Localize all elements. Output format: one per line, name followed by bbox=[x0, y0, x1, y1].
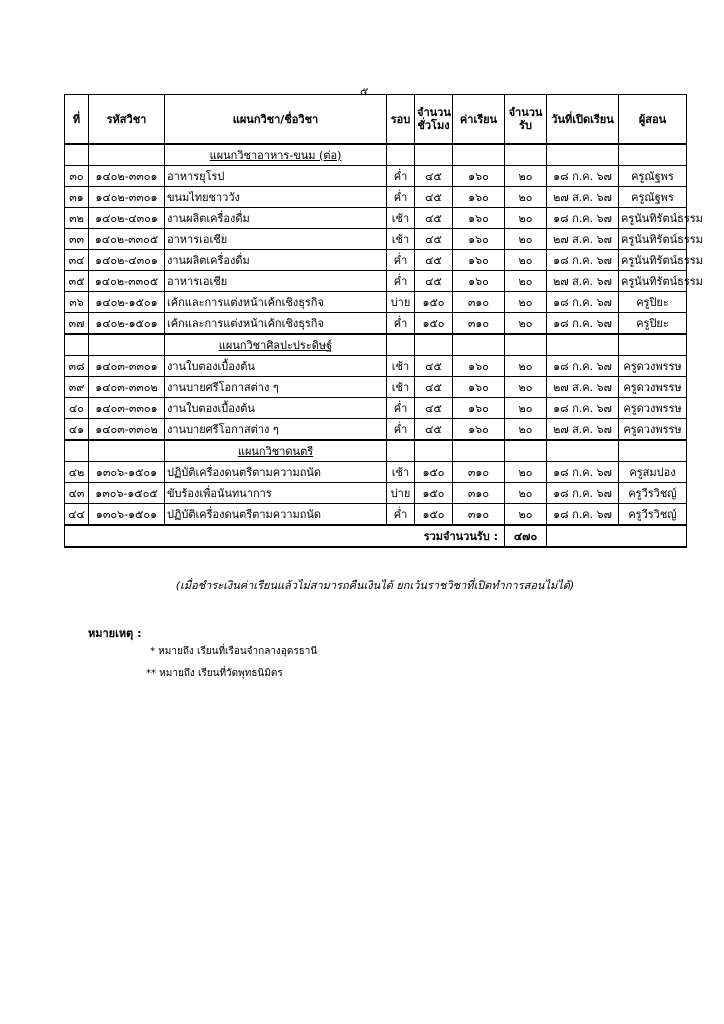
empty-cell bbox=[547, 440, 619, 462]
capacity: ๒๐ bbox=[505, 356, 547, 377]
start-date: ๑๘ ก.ค. ๖๗ bbox=[547, 292, 619, 313]
hours: ๔๕ bbox=[415, 398, 453, 419]
course-code: ๑๔๐๓-๓๓๐๑ bbox=[89, 356, 165, 377]
course-code: ๑๔๐๒-๓๓๐๑ bbox=[89, 166, 165, 187]
fee: ๑๖๐ bbox=[453, 208, 505, 229]
group-title-row bbox=[65, 334, 687, 356]
instructor: ครูนันทิรัตน์ธรรม bbox=[619, 250, 687, 271]
group-title-row bbox=[65, 144, 687, 166]
group-title: แผนกวิชาดนตรี bbox=[165, 440, 387, 462]
hours: ๔๕ bbox=[415, 271, 453, 292]
table-row bbox=[65, 462, 687, 483]
table-row bbox=[65, 313, 687, 335]
total-row bbox=[65, 525, 687, 547]
empty-cell bbox=[415, 440, 453, 462]
hours: ๔๕ bbox=[415, 166, 453, 187]
row-no: ๓๖ bbox=[65, 292, 89, 313]
course-name: งานผลิตเครื่องดื่ม bbox=[165, 250, 387, 271]
start-date: ๑๘ ก.ค. ๖๗ bbox=[547, 398, 619, 419]
instructor: ครูดวงพรรษ bbox=[619, 356, 687, 377]
instructor: ครูดวงพรรษ bbox=[619, 377, 687, 398]
hours: ๔๕ bbox=[415, 229, 453, 250]
course-code: ๑๓๐๖-๑๕๐๑ bbox=[89, 504, 165, 526]
empty-cell bbox=[619, 440, 687, 462]
table-row bbox=[65, 187, 687, 208]
row-no: ๔๐ bbox=[65, 398, 89, 419]
hours: ๑๕๐ bbox=[415, 292, 453, 313]
row-no: ๓๘ bbox=[65, 356, 89, 377]
session: ค่ำ bbox=[387, 504, 415, 526]
header-fee: ค่าเรียน bbox=[453, 95, 505, 145]
capacity: ๒๐ bbox=[505, 504, 547, 526]
session: เช้า bbox=[387, 356, 415, 377]
empty-cell bbox=[387, 144, 415, 166]
remark-note: ** หมายถึง เรียนที่วัดพุทธนิมิตร bbox=[146, 668, 283, 679]
table-row bbox=[65, 419, 687, 441]
session: เช้า bbox=[387, 462, 415, 483]
course-code: ๑๔๐๓-๓๓๐๒ bbox=[89, 377, 165, 398]
total-label: รวมจำนวนรับ : bbox=[65, 525, 505, 547]
course-name: งานใบตองเบื้องต้น bbox=[165, 398, 387, 419]
fee: ๑๖๐ bbox=[453, 229, 505, 250]
fee: ๓๑๐ bbox=[453, 313, 505, 335]
instructor: ครูดวงพรรษ bbox=[619, 419, 687, 441]
row-no: ๓๐ bbox=[65, 166, 89, 187]
hours: ๑๕๐ bbox=[415, 313, 453, 335]
capacity: ๒๐ bbox=[505, 313, 547, 335]
empty-cell bbox=[387, 334, 415, 356]
fee: ๑๖๐ bbox=[453, 419, 505, 441]
course-code: ๑๔๐๓-๓๓๐๑ bbox=[89, 398, 165, 419]
group-title-row bbox=[65, 440, 687, 462]
capacity: ๒๐ bbox=[505, 271, 547, 292]
row-no: ๓๔ bbox=[65, 250, 89, 271]
course-code: ๑๓๐๖-๑๕๐๕ bbox=[89, 483, 165, 504]
fee: ๑๖๐ bbox=[453, 250, 505, 271]
course-code: ๑๔๐๒-๓๓๐๑ bbox=[89, 187, 165, 208]
empty-cell bbox=[505, 334, 547, 356]
table-row bbox=[65, 398, 687, 419]
empty-cell bbox=[453, 144, 505, 166]
instructor: ครูดวงพรรษ bbox=[619, 398, 687, 419]
header-instructor: ผู้สอน bbox=[619, 95, 687, 145]
start-date: ๒๗ ส.ค. ๖๗ bbox=[547, 377, 619, 398]
fee: ๑๖๐ bbox=[453, 271, 505, 292]
course-name: อาหารเอเชีย bbox=[165, 229, 387, 250]
fee: ๓๑๐ bbox=[453, 483, 505, 504]
empty-cell bbox=[89, 144, 165, 166]
capacity: ๒๐ bbox=[505, 208, 547, 229]
row-no: ๓๙ bbox=[65, 377, 89, 398]
capacity: ๒๐ bbox=[505, 250, 547, 271]
total-blank bbox=[547, 525, 687, 547]
fee: ๑๖๐ bbox=[453, 166, 505, 187]
start-date: ๑๘ ก.ค. ๖๗ bbox=[547, 462, 619, 483]
row-no: ๓๕ bbox=[65, 271, 89, 292]
empty-cell bbox=[65, 334, 89, 356]
start-date: ๒๗ ส.ค. ๖๗ bbox=[547, 229, 619, 250]
fee: ๑๖๐ bbox=[453, 356, 505, 377]
remark-note: * หมายถึง เรียนที่เรือนจำกลางอุดรธานี bbox=[150, 646, 318, 657]
empty-cell bbox=[415, 144, 453, 166]
fee: ๑๖๐ bbox=[453, 377, 505, 398]
course-code: ๑๓๐๖-๑๕๐๑ bbox=[89, 462, 165, 483]
capacity: ๒๐ bbox=[505, 462, 547, 483]
course-name: งานบายศรีโอกาสต่าง ๆ bbox=[165, 377, 387, 398]
hours: ๑๕๐ bbox=[415, 462, 453, 483]
capacity: ๒๐ bbox=[505, 483, 547, 504]
hours: ๔๕ bbox=[415, 377, 453, 398]
session: ค่ำ bbox=[387, 166, 415, 187]
instructor: ครูปิยะ bbox=[619, 292, 687, 313]
hours: ๔๕ bbox=[415, 187, 453, 208]
header-row bbox=[65, 95, 687, 145]
fee: ๓๑๐ bbox=[453, 504, 505, 526]
empty-cell bbox=[547, 144, 619, 166]
capacity: ๒๐ bbox=[505, 187, 547, 208]
empty-cell bbox=[415, 334, 453, 356]
course-code: ๑๔๐๒-๔๓๐๑ bbox=[89, 208, 165, 229]
total-value: ๔๗๐ bbox=[505, 525, 547, 547]
row-no: ๓๓ bbox=[65, 229, 89, 250]
empty-cell bbox=[453, 440, 505, 462]
header-start-date: วันที่เปิดเรียน bbox=[547, 95, 619, 145]
session: ค่ำ bbox=[387, 419, 415, 441]
empty-cell bbox=[89, 440, 165, 462]
course-name: ปฏิบัติเครื่องดนตรีตามความถนัด bbox=[165, 504, 387, 526]
fee: ๑๖๐ bbox=[453, 398, 505, 419]
course-name: เค้กและการแต่งหน้าเค้กเชิงธุรกิจ bbox=[165, 313, 387, 335]
table-row bbox=[65, 377, 687, 398]
header-session: รอบ bbox=[387, 95, 415, 145]
start-date: ๑๘ ก.ค. ๖๗ bbox=[547, 208, 619, 229]
session: เช้า bbox=[387, 229, 415, 250]
course-code: ๑๔๐๒-๑๕๐๑ bbox=[89, 313, 165, 335]
capacity: ๒๐ bbox=[505, 398, 547, 419]
session: เช้า bbox=[387, 377, 415, 398]
start-date: ๒๗ ส.ค. ๖๗ bbox=[547, 419, 619, 441]
row-no: ๓๑ bbox=[65, 187, 89, 208]
row-no: ๔๔ bbox=[65, 504, 89, 526]
empty-cell bbox=[547, 334, 619, 356]
start-date: ๑๘ ก.ค. ๖๗ bbox=[547, 313, 619, 335]
page-number: ๕ bbox=[360, 85, 369, 98]
empty-cell bbox=[89, 334, 165, 356]
session: ค่ำ bbox=[387, 398, 415, 419]
instructor: ครูณัฐพร bbox=[619, 187, 687, 208]
empty-cell bbox=[65, 144, 89, 166]
capacity: ๒๐ bbox=[505, 166, 547, 187]
empty-cell bbox=[505, 440, 547, 462]
table-row bbox=[65, 229, 687, 250]
refund-footnote: (เมื่อชำระเงินค่าเรียนแล้วไม่สามารถคืนเงินได้ ยกเว้นราชวิชาที่เปิดทำการสอนไม่ได้) bbox=[175, 579, 575, 592]
table-row bbox=[65, 208, 687, 229]
group-title: แผนกวิชาศิลปะประดิษฐ์ bbox=[165, 334, 387, 356]
capacity: ๒๐ bbox=[505, 292, 547, 313]
empty-cell bbox=[619, 334, 687, 356]
start-date: ๒๗ ส.ค. ๖๗ bbox=[547, 271, 619, 292]
course-schedule-table bbox=[64, 94, 703, 548]
capacity: ๒๐ bbox=[505, 419, 547, 441]
header-name: แผนกวิชา/ชื่อวิชา bbox=[165, 95, 387, 145]
course-name: ขับร้องเพื่อนันทนาการ bbox=[165, 483, 387, 504]
course-code: ๑๔๐๒-๓๓๐๕ bbox=[89, 271, 165, 292]
course-name: เค้กและการแต่งหน้าเค้กเชิงธุรกิจ bbox=[165, 292, 387, 313]
header-code: รหัสวิชา bbox=[89, 95, 165, 145]
start-date: ๒๗ ส.ค. ๖๗ bbox=[547, 187, 619, 208]
hours: ๔๕ bbox=[415, 208, 453, 229]
start-date: ๑๘ ก.ค. ๖๗ bbox=[547, 356, 619, 377]
instructor: ครูปิยะ bbox=[619, 313, 687, 335]
instructor: ครูวีรวิชญ์ bbox=[619, 504, 687, 526]
row-no: ๔๑ bbox=[65, 419, 89, 441]
fee: ๓๑๐ bbox=[453, 292, 505, 313]
instructor: ครูวีรวิชญ์ bbox=[619, 483, 687, 504]
start-date: ๑๘ ก.ค. ๖๗ bbox=[547, 250, 619, 271]
course-code: ๑๔๐๓-๓๓๐๒ bbox=[89, 419, 165, 441]
header-capacity: จำนวนรับ bbox=[505, 95, 547, 145]
remarks-title: หมายเหตุ : bbox=[88, 627, 142, 640]
row-no: ๔๒ bbox=[65, 462, 89, 483]
hours: ๔๕ bbox=[415, 356, 453, 377]
course-code: ๑๔๐๒-๑๕๐๑ bbox=[89, 292, 165, 313]
session: ค่ำ bbox=[387, 271, 415, 292]
empty-cell bbox=[453, 334, 505, 356]
table-row bbox=[65, 271, 687, 292]
instructor: ครูนันทิรัตน์ธรรม bbox=[619, 208, 687, 229]
row-no: ๓๗ bbox=[65, 313, 89, 335]
capacity: ๒๐ bbox=[505, 229, 547, 250]
session: ค่ำ bbox=[387, 187, 415, 208]
group-title: แผนกวิชาอาหาร-ขนม (ต่อ) bbox=[165, 144, 387, 166]
table-row bbox=[65, 504, 687, 526]
course-code: ๑๔๐๒-๔๓๐๑ bbox=[89, 250, 165, 271]
course-name: อาหารยุโรป bbox=[165, 166, 387, 187]
hours: ๑๕๐ bbox=[415, 504, 453, 526]
hours: ๔๕ bbox=[415, 250, 453, 271]
start-date: ๑๘ ก.ค. ๖๗ bbox=[547, 504, 619, 526]
header-hours: จำนวนชั่วโมง bbox=[415, 95, 453, 145]
fee: ๓๑๐ bbox=[453, 462, 505, 483]
row-no: ๓๒ bbox=[65, 208, 89, 229]
hours: ๑๕๐ bbox=[415, 483, 453, 504]
start-date: ๑๘ ก.ค. ๖๗ bbox=[547, 166, 619, 187]
session: เช้า bbox=[387, 208, 415, 229]
course-name: อาหารเอเชีย bbox=[165, 271, 387, 292]
table-row bbox=[65, 250, 687, 271]
session: บ่าย bbox=[387, 292, 415, 313]
fee: ๑๖๐ bbox=[453, 187, 505, 208]
session: บ่าย bbox=[387, 483, 415, 504]
table-row bbox=[65, 483, 687, 504]
course-name: งานใบตองเบื้องต้น bbox=[165, 356, 387, 377]
course-name: งานบายศรีโอกาสต่าง ๆ bbox=[165, 419, 387, 441]
instructor: ครูนันทิรัตน์ธรรม bbox=[619, 271, 687, 292]
table-row bbox=[65, 356, 687, 377]
row-no: ๔๓ bbox=[65, 483, 89, 504]
empty-cell bbox=[65, 440, 89, 462]
capacity: ๒๐ bbox=[505, 377, 547, 398]
instructor: ครูนันทิรัตน์ธรรม bbox=[619, 229, 687, 250]
hours: ๔๕ bbox=[415, 419, 453, 441]
table-row bbox=[65, 166, 687, 187]
course-name: ขนมไทยชาววัง bbox=[165, 187, 387, 208]
header-no: ที่ bbox=[65, 95, 89, 145]
session: ค่ำ bbox=[387, 250, 415, 271]
empty-cell bbox=[505, 144, 547, 166]
empty-cell bbox=[619, 144, 687, 166]
session: ค่ำ bbox=[387, 313, 415, 335]
course-name: งานผลิตเครื่องดื่ม bbox=[165, 208, 387, 229]
empty-cell bbox=[387, 440, 415, 462]
instructor: ครูสมปอง bbox=[619, 462, 687, 483]
table-row bbox=[65, 292, 687, 313]
instructor: ครูณัฐพร bbox=[619, 166, 687, 187]
start-date: ๑๘ ก.ค. ๖๗ bbox=[547, 483, 619, 504]
course-name: ปฏิบัติเครื่องดนตรีตามความถนัด bbox=[165, 462, 387, 483]
course-code: ๑๔๐๒-๓๓๐๕ bbox=[89, 229, 165, 250]
